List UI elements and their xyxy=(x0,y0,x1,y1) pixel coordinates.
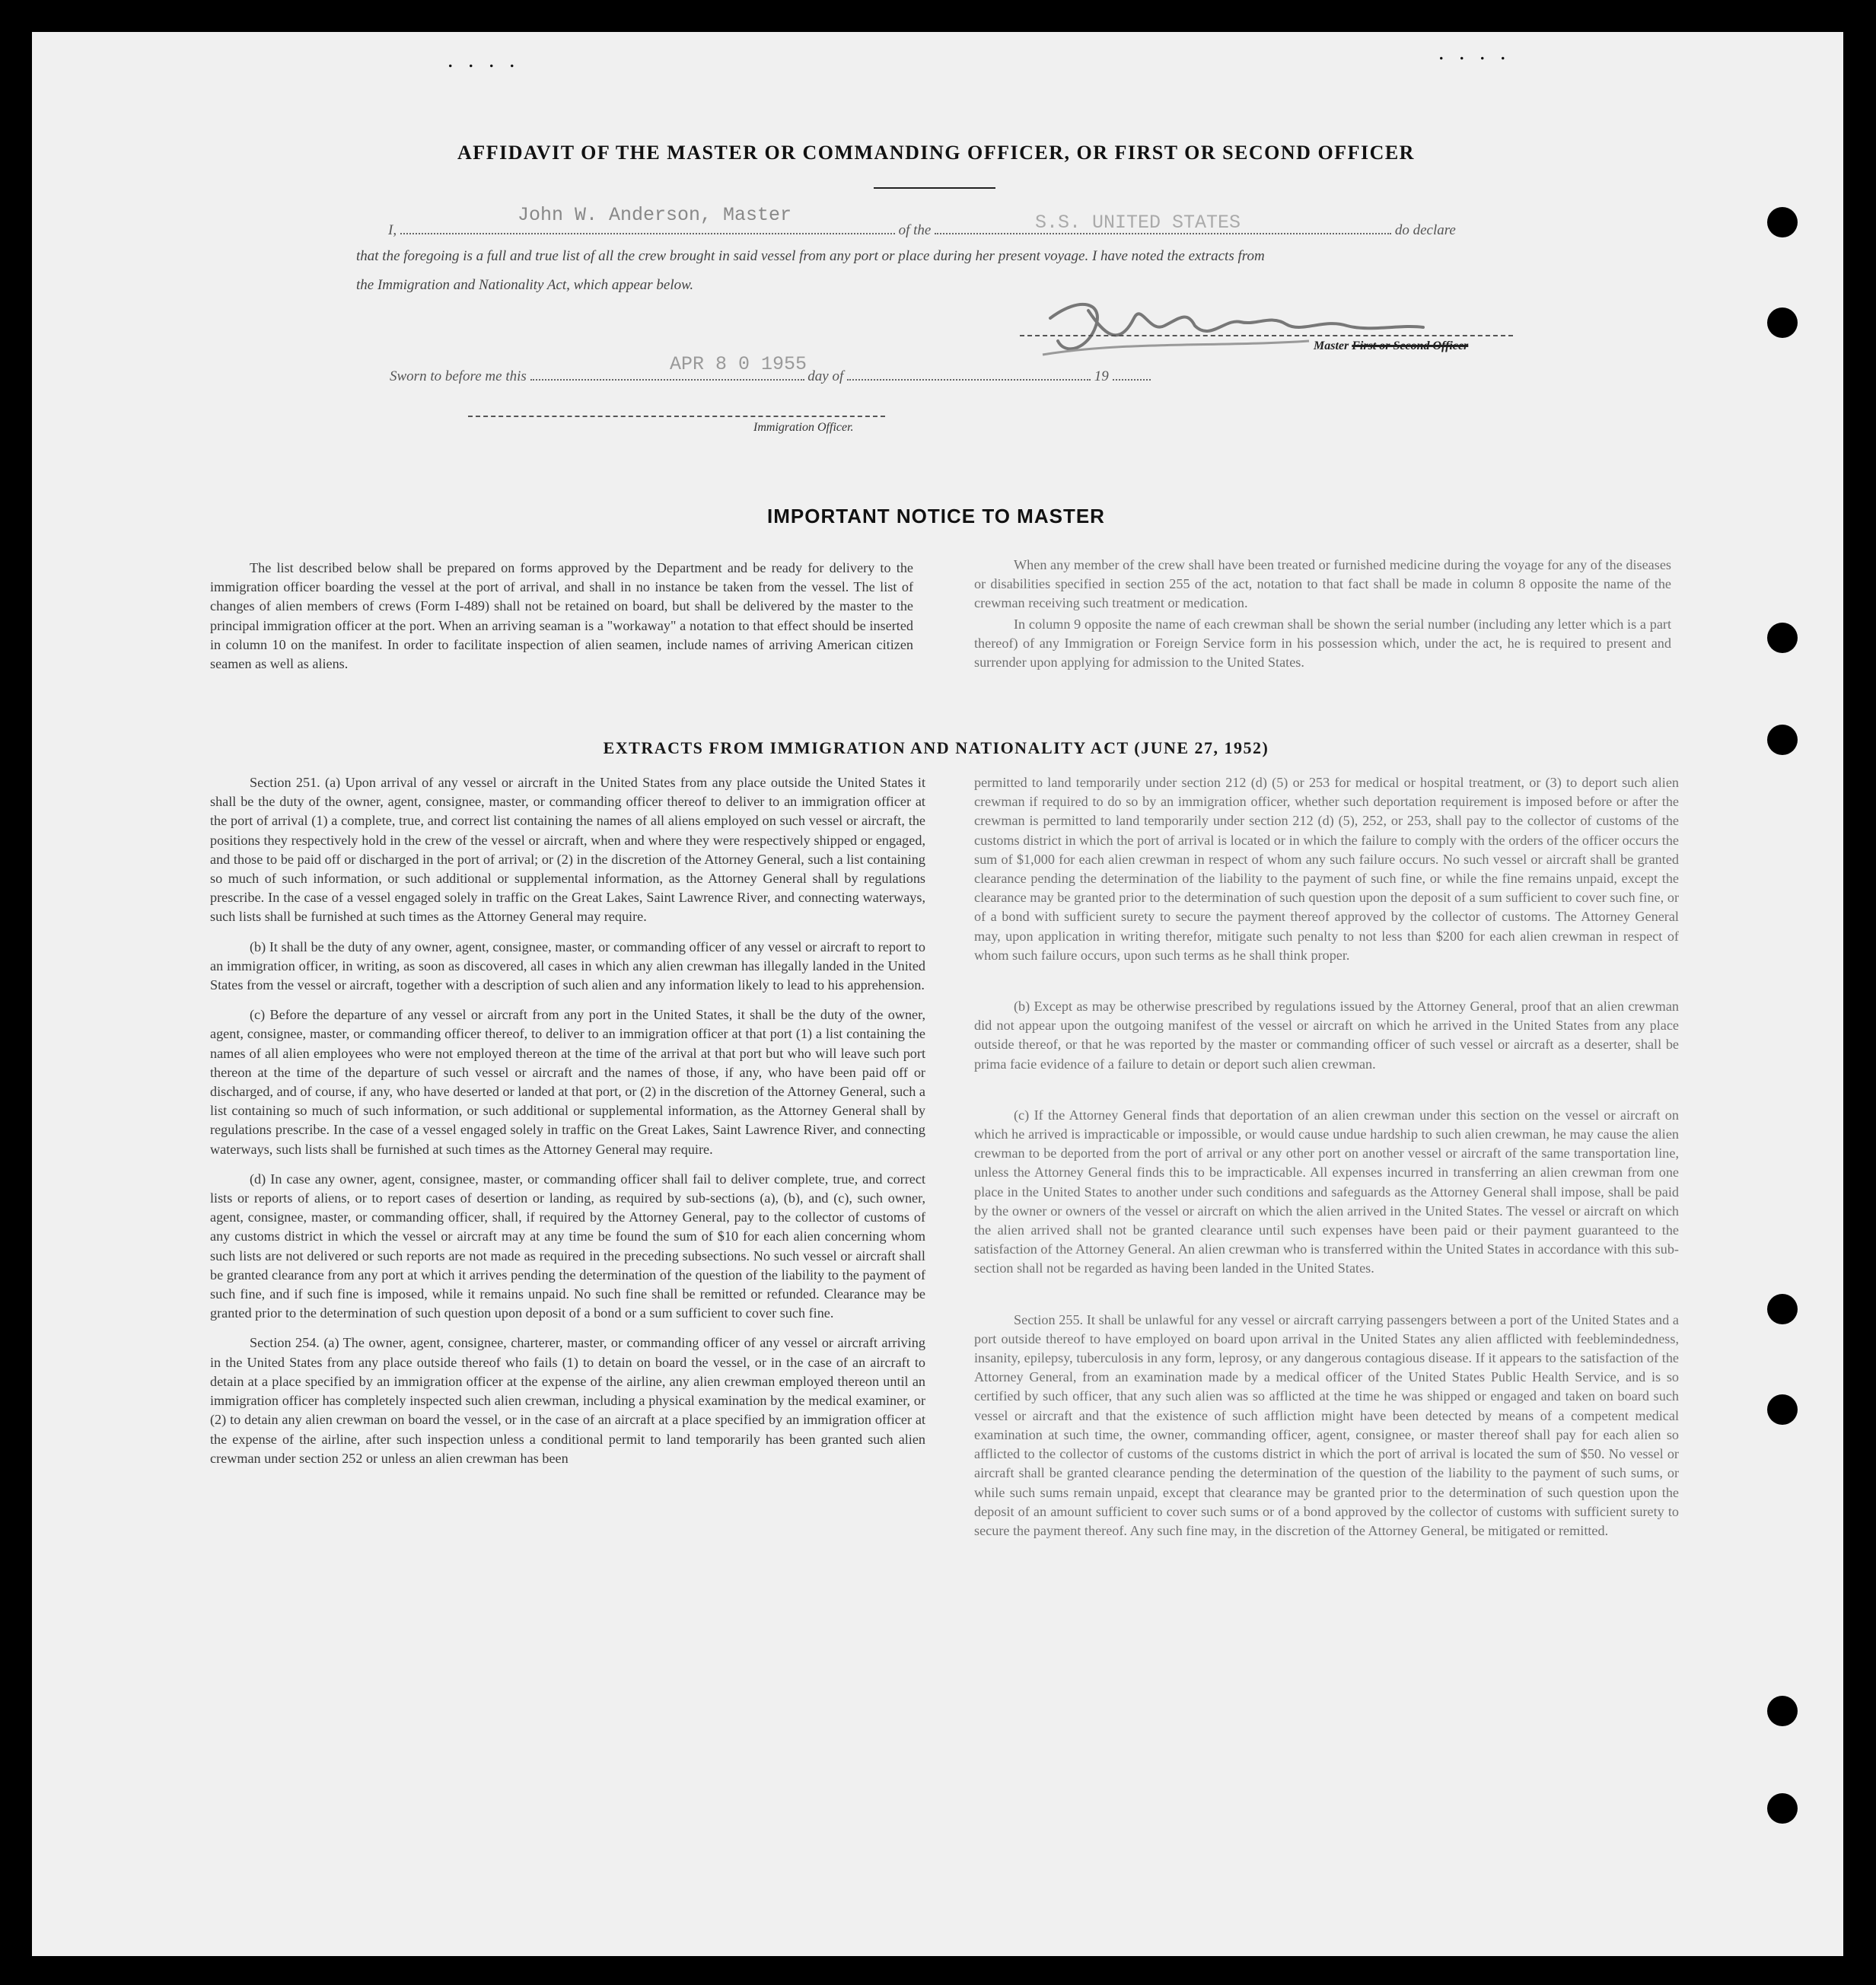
punch-hole xyxy=(1767,307,1798,338)
declarant-prefix: I, xyxy=(388,222,397,238)
punch-hole xyxy=(1767,1793,1798,1824)
statute-paragraph: Section 255. It shall be unlawful for any vessel or aircraft carrying passengers between a port of the United States and a port outside thereof to have employed on board upon arrival in the United States any alien afflicted with feeblemindedness, insanity, epilepsy, tuberculosis in any form, leprosy, or any dangerous contagious disease. If it appears to the satisfaction of the Attorney General, from an examination made by a medical officer of the United States Public Health Service, and is so certified by such officer, that any such alien was so afflicted at the time he was shipped or engaged and taken on board such vessel or aircraft and that the existence of such affliction might have been detected by means of a competent medical examination at such time, the owner, commanding officer, agent, consignee, or master thereof shall pay for each alien so afflicted to the collector of customs of the customs district in which the port of arrival is located the sum of $50. No vessel or aircraft shall be granted clearance pending the determination of the question of the liability to the payment of such sums, or while such sums remain unpaid, except that clearance may be granted prior to the determination of such question upon the deposit of an amount sufficient to cover such sums or of a bond approved by the collector of customs with sufficient surety to secure the payment thereof. Any such fine may, in the discretion of the Attorney General, be mitigated or remitted. xyxy=(974,1311,1679,1538)
margin-mark-left: . . . . xyxy=(448,47,520,72)
immigration-officer-caption: Immigration Officer. xyxy=(753,421,854,434)
sworn-date-stamp: APR 8 0 1955 xyxy=(670,353,807,375)
statute-paragraph: (b) It shall be the duty of any owner, agent, consignee, master, or commanding officer of any vessel or aircraft to report to an immigration officer, in writing, as soon as discovered, all cases in which any alien crewman has illegally landed in the United States from the vessel or aircraft, together with a description of such alien and any information likely to lead to his apprehension. xyxy=(210,938,925,993)
immigration-officer-line xyxy=(468,416,885,417)
signature-caption: Master First or Second Officer xyxy=(1314,339,1469,352)
title-divider xyxy=(874,187,995,189)
struck-officer-text: First or Second Officer xyxy=(1352,339,1469,352)
punch-hole xyxy=(1767,207,1798,237)
extracts-right-column xyxy=(974,773,1679,1551)
vessel-name-typed: S.S. UNITED STATES xyxy=(1035,212,1241,234)
extracts-left-column xyxy=(210,773,925,1479)
year-label: 19 xyxy=(1094,368,1109,384)
signature-line xyxy=(1020,335,1513,336)
statute-paragraph: Section 254. (a) The owner, agent, consignee, charterer, master, or commanding officer of any vessel or aircraft arriving in the United States from any place outside thereof who fails (1) to detain on board the vessel, or in the case of an aircraft to detain at a place specified by an immigration officer at the expense of the airline, any alien crewman employed thereon until an immigration officer has completely inspected such alien crewman, including a physical examination by the medical examiner, or (2) to detain any alien crewman on board the vessel, or in the case of an aircraft at a place specified by an immigration officer at the expense of the airline, after such inspection unless a conditional permit to land temporarily has been granted such alien crewman under section 252 or unless an alien crewman has been xyxy=(210,1335,925,1466)
statute-paragraph: (c) If the Attorney General finds that deportation of an alien crewman under this section on the vessel or aircraft on which he arrived is impracticable or impossible, or would cause undue hardship to such alien crewman, he may cause the alien crewman to be deported from the port of arrival or any other port on another vessel or aircraft of the same transportation line, unless the Attorney General finds this to be impracticable. All expenses incurred in transferring an alien crewman from one place in the United States to another under such conditions and safeguards as the Attorney General shall impose, shall be paid by the owner or owners of the vessel or aircraft on which the alien arrived in the United States. The vessel or aircraft on which the alien arrived shall not be granted clearance until such expenses have been paid or their payment guaranteed to the satisfaction of the Attorney General. An alien crewman who is transferred within the United States in accordance with this sub-section shall not be regarded as having been landed in the United States. xyxy=(974,1107,1679,1276)
declarant-name-typed: John W. Anderson, Master xyxy=(518,204,792,226)
notice-right-column xyxy=(974,556,1671,683)
margin-mark-right: . . . . xyxy=(1438,40,1511,65)
affidavit-title: AFFIDAVIT OF THE MASTER OR COMMANDING OFFICER, OR FIRST OR SECOND OFFICER xyxy=(457,142,1415,164)
notice-title: IMPORTANT NOTICE TO MASTER xyxy=(767,505,1105,527)
punch-hole xyxy=(1767,1394,1798,1425)
notice-paragraph: In column 9 opposite the name of each crewman shall be shown the serial number (including any letter which is a part thereof) of any Immigration or Foreign Service form in his possession which, under the act, he is required to present and surrender upon applying for admission to the United States. xyxy=(974,616,1671,671)
statute-paragraph: (c) Before the departure of any vessel or aircraft from any port in the United States, it shall be the duty of the owner, agent, consignee, master, or commanding officer thereof, to deliver to an immigration officer at that port (1) a list containing the names of all alien employees who were not employed thereon at the time of the arrival at that port but who will leave such port thereon at the time of the departure of such vessel or aircraft and the names of those, if any, who have been paid off or discharged, and of course, if any, who have deserted or landed at that port, or (2) in the discretion of the Attorney General, such a list containing so much of such information, or such additional or supplemental information, as the Attorney General shall by regulations prescribe. In the case of a vessel engaged solely in traffic on the Great Lakes, Saint Lawrence River, and connecting waterways, such lists shall be furnished at such times as the Attorney General may require. xyxy=(210,1007,925,1157)
punch-hole xyxy=(1767,1696,1798,1726)
notice-left-column xyxy=(210,559,913,684)
punch-hole xyxy=(1767,725,1798,755)
do-declare-label: do declare xyxy=(1394,222,1456,238)
extracts-title: EXTRACTS FROM IMMIGRATION AND NATIONALITY ACT (JUNE 27, 1952) xyxy=(603,738,1269,757)
sworn-label: Sworn to before me this xyxy=(390,368,527,384)
notice-paragraph: When any member of the crew shall have been treated or furnished medicine during the voyage for any of the diseases or disabilities specified in section 255 of the act, notation to that fact shall be made in column 8 opposite the name of the crewman receiving such treatment or medication. xyxy=(974,557,1671,611)
notice-paragraph: The list described below shall be prepared on forms approved by the Department and be ready for delivery to the immigration officer boarding the vessel at the port of arrival, and shall in no instance be taken from the vessel. The list of changes of alien members of crews (Form I-489) shall not be retained on board, but shall be delivered by the master to the principal immigration officer at the port. When an arriving seaman is a "workaway" a notation to that effect should be inserted in column 10 on the manifest. In order to facilitate inspection of alien seamen, include names of arriving American citizen seamen as well as aliens. xyxy=(210,560,913,672)
of-the-label: of the xyxy=(898,222,932,238)
affidavit-statement: that the foregoing is a full and true list of all the crew brought in said vessel from any port or place during her present voyage. I have noted the extracts from the Immigration and Nationality Act, which appear below. xyxy=(356,248,1265,293)
statute-paragraph: Section 251. (a) Upon arrival of any vessel or aircraft in the United States from any place outside the United States it shall be the duty of the owner, agent, consignee, master, or commanding officer thereof to deliver to an immigration officer at the port of arrival (1) a complete, true, and correct list containing the names of all aliens employed on such vessel or aircraft, the positions they respectively hold in the crew of the vessel or aircraft, when and where they were respectively shipped or engaged, and those to be paid off or discharged in the port of arrival; or (2) in the discretion of the Attorney General, such a list containing so much of such information, or such additional or supplemental information, as the Attorney General shall by regulations prescribe. In the case of a vessel engaged solely in traffic on the Great Lakes, Saint Lawrence River, and connecting waterways, such lists shall be furnished at such times as the Attorney General may require. xyxy=(210,775,925,925)
day-of-label: day of xyxy=(807,368,844,384)
statute-paragraph: permitted to land temporarily under section 212 (d) (5) or 253 for medical or hospital treatment, or (3) to deport such alien crewman if required to do so by an immigration officer, whether such deportation requirement is imposed before or after the crewman is permitted to land temporarily under section 212 (d) (5), 252, or 253, shall pay to the collector of customs of the customs district in which the port of arrival is located or in which the failure to comply with the orders of the officer occurs the sum of $1,000 for each alien crewman in respect of whom any such failure occurs. No such vessel or aircraft shall be granted clearance pending the determination of the liability to the payment of such fine, or while the fine remains unpaid, except the clearance may be granted prior to the determination of such question upon the deposit of a sum sufficient to cover such fine, or of a bond with sufficient surety to secure the payment thereof approved by the collector of customs. The Attorney General may, upon application in writing therefor, mitigate such penalty to not less than $200 for each alien crewman in respect of whom such failure occurs, upon such terms as he shall think proper. xyxy=(974,775,1679,963)
statute-paragraph: (b) Except as may be otherwise prescribed by regulations issued by the Attorney General, proof that an alien crewman did not appear upon the outgoing manifest of the vessel or aircraft on which he arrived in the United States from any place outside thereof, or that he was reported by the master or commanding officer of such vessel or aircraft as a deserter, shall be prima facie evidence of a failure to detain or deport such alien crewman. xyxy=(974,999,1679,1072)
punch-hole xyxy=(1767,623,1798,653)
punch-hole xyxy=(1767,1294,1798,1324)
statute-paragraph: (d) In case any owner, agent, consignee, master, or commanding officer shall fail to deliver complete, true, and correct lists or reports of aliens, or to report cases of desertion or landing, as required by sub-sections (a), (b), and (c), such owner, agent, consignee, master, or commanding officer, shall, if required by the Attorney General, pay to the collector of customs of any customs district in which the vessel or aircraft may at any time be found the sum of $10 for each alien concerning whom such lists are not delivered or such reports are not made as required in the preceding subsections. No such vessel or aircraft shall be granted clearance from any port at which it arrives pending the determination of the question of the liability to the payment of such fine, and if such fine is imposed, while it remains unpaid. No such fine shall be remitted or refunded. Clearance may be granted prior to the determination of such question upon deposit of a bond or a sum sufficient to cover such fine. xyxy=(210,1171,925,1321)
